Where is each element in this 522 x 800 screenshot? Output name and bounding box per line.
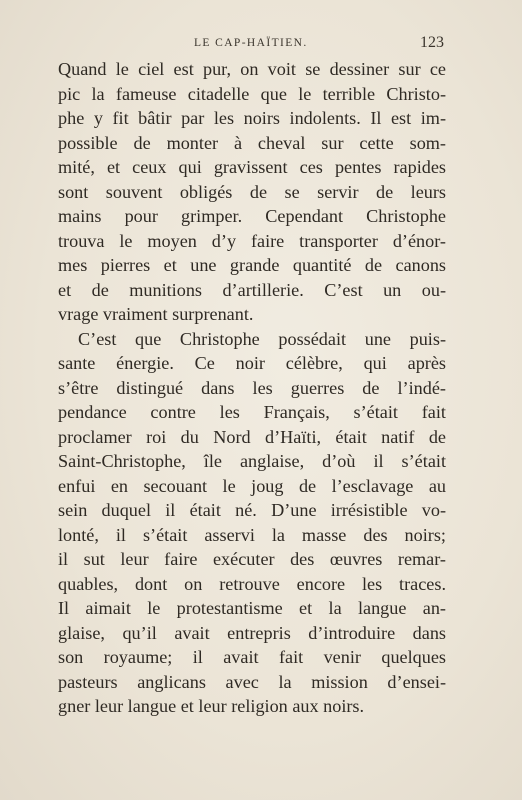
text-line: sante énergie. Ce noir célèbre, qui après (58, 353, 446, 373)
text-line: Saint-Christophe, île anglaise, d’où il s’était (58, 451, 446, 471)
text-line: enfui en secouant le joug de l’esclavage au (58, 475, 446, 496)
text-line: et de munitions d’artillerie. C’est un ou- (58, 279, 446, 300)
text-line: trouva le moyen d’y faire transporter d’énor- (58, 230, 446, 251)
paragraph (58, 327, 446, 719)
text-line: phe y fit bâtir par les noirs indolents. Il est im- (58, 108, 446, 128)
text-line: sont souvent obligés de se servir de leurs (58, 181, 446, 202)
text-line: s’être distingué dans les guerres de l’indé- (58, 377, 446, 398)
text-line: mes pierres et une grande quantité de canons (58, 255, 446, 275)
text-line: lonté, il s’était asservi la masse des noirs; (58, 524, 446, 545)
running-head (58, 34, 446, 54)
text-line: C’est que Christophe possédait une puis- (78, 328, 446, 349)
text-line: gner leur langue et leur religion aux noirs. (58, 696, 365, 716)
paragraph (58, 57, 446, 327)
text-line: pendance contre les Français, s’était fait (58, 402, 446, 422)
text-line: glaise, qu’il avait entrepris d’introduire dans (58, 622, 446, 643)
text-line: pasteurs anglicans avec la mission d’ensei- (58, 671, 446, 692)
text-line: quables, dont on retrouve encore les traces. (58, 573, 446, 594)
text-line: Quand le ciel est pur, on voit se dessiner sur ce (58, 59, 446, 79)
text-line: mains pour grimper. Cependant Christophe (58, 206, 446, 226)
page-number: 123 (420, 34, 444, 51)
text-line: mité, et ceux qui gravissent ces pentes rapides (58, 157, 446, 177)
text-line: il sut leur faire exécuter des œuvres remar- (58, 549, 446, 569)
body-text (58, 57, 446, 719)
text-line: proclamer roi du Nord d’Haïti, était natif de (58, 426, 446, 447)
text-line: possible de monter à cheval sur cette som- (58, 132, 446, 153)
text-line: Il aimait le protestantisme et la langue an- (58, 598, 446, 618)
text-line: son royaume; il avait fait venir quelques (58, 647, 446, 667)
text-line: vrage vraiment surprenant. (58, 304, 254, 324)
text-line: sein duquel il était né. D’une irrésistible vo- (58, 500, 446, 520)
text-line: pic la fameuse citadelle que le terrible Christo- (58, 83, 446, 104)
running-title: LE CAP-HAÏTIEN. (194, 37, 308, 49)
